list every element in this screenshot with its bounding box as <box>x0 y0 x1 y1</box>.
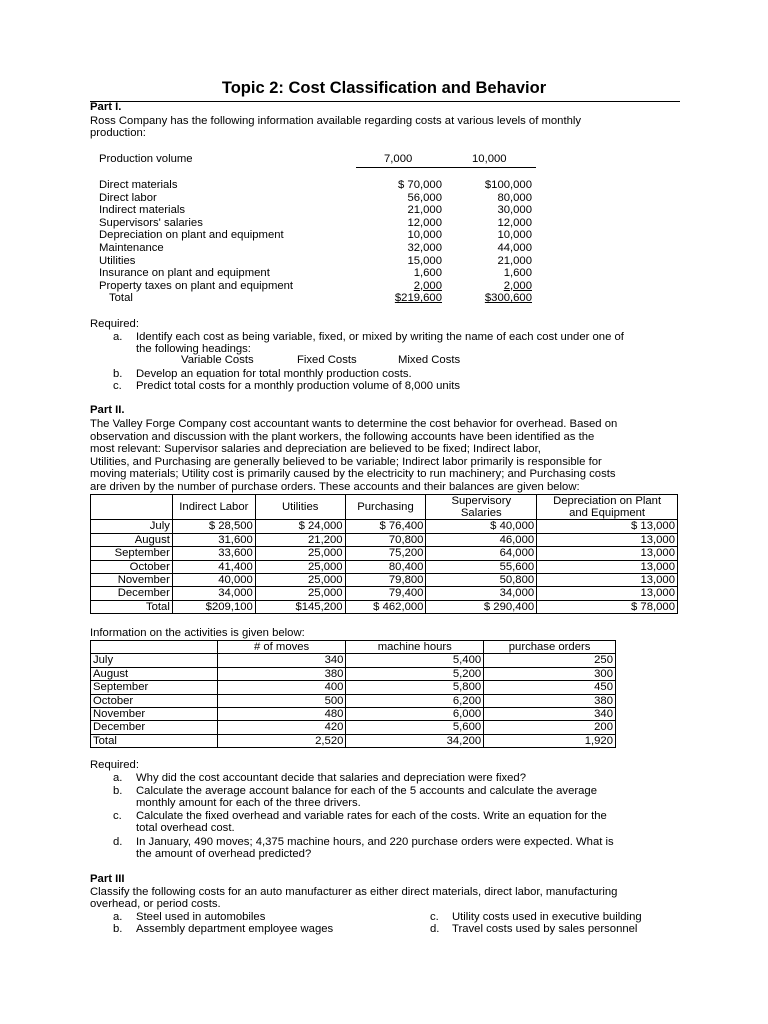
cell-indirect-labor: 31,600 <box>172 533 255 546</box>
heading-fixed-costs: Fixed Costs <box>297 354 357 366</box>
activity-month: August <box>91 667 218 680</box>
activities-intro: Information on the activities is given below: <box>90 627 305 639</box>
cost-total-label: Total <box>109 292 133 305</box>
overhead-header-month <box>91 495 173 520</box>
cell-salaries: 55,600 <box>426 560 537 573</box>
overhead-month: July <box>91 520 173 533</box>
question-marker: c. <box>113 810 122 822</box>
cost-row <box>99 179 539 192</box>
req-b-text: Develop an equation for total monthly production costs. <box>136 368 412 380</box>
cell-utilities: $145,200 <box>255 600 345 613</box>
header-machine-hours: machine hours <box>346 641 484 654</box>
overhead-row <box>91 547 678 560</box>
cell-utilities: $ 24,000 <box>255 520 345 533</box>
question-text-cont: monthly amount for each of the three drivers. <box>136 797 361 809</box>
cell-purchase-orders: 380 <box>484 694 616 707</box>
cell-purchasing: 70,800 <box>345 533 426 546</box>
cost-row <box>99 204 539 217</box>
part3-marker: b. <box>113 923 123 935</box>
activities-header-month <box>91 641 218 654</box>
cell-depreciation: 13,000 <box>537 533 678 546</box>
cell-purchasing: 79,400 <box>345 587 426 600</box>
cost-value-7000: 1,600 <box>413 267 442 280</box>
req-a-marker: a. <box>113 331 123 343</box>
cell-purchase-orders: 340 <box>484 708 616 721</box>
cost-row <box>99 280 539 293</box>
part2-intro-line: observation and discussion with the plant workers, the following accounts have been identified as the <box>90 430 595 443</box>
overhead-header-row <box>91 495 678 520</box>
header-purchase-orders: purchase orders <box>484 641 616 654</box>
cost-row <box>99 255 539 268</box>
cost-label: Depreciation on plant and equipment <box>99 229 284 242</box>
heading-mixed-costs: Mixed Costs <box>398 354 461 366</box>
question-text: In January, 490 moves; 4,375 machine hours, and 220 purchase orders were expected. What is <box>136 836 614 848</box>
cost-total-10000: $300,600 <box>484 292 532 305</box>
cell-purchasing: 75,200 <box>345 547 426 560</box>
overhead-row <box>91 560 678 573</box>
cell-salaries: 34,000 <box>426 587 537 600</box>
cell-depreciation: 13,000 <box>537 560 678 573</box>
cell-purchase-orders: 250 <box>484 654 616 667</box>
cell-depreciation: 13,000 <box>537 574 678 587</box>
part2-intro-line: most relevant: Supervisor salaries and depreciation are believed to be fixed; Indirect labor, <box>90 443 541 456</box>
question-text-cont: total overhead cost. <box>136 822 235 834</box>
activity-row <box>91 667 616 680</box>
activity-row <box>91 694 616 707</box>
cell-machine-hours: 5,600 <box>346 721 484 734</box>
cell-moves: 380 <box>217 667 346 680</box>
cell-purchasing: $ 76,400 <box>345 520 426 533</box>
cell-salaries: 50,800 <box>426 574 537 587</box>
activities-header-row <box>91 641 616 654</box>
part3-marker: c. <box>430 911 439 923</box>
activity-month: November <box>91 708 218 721</box>
activity-month: December <box>91 721 218 734</box>
cost-label: Maintenance <box>99 242 164 254</box>
part2-intro-line: are driven by the number of purchase orders. These accounts and their balances are given below: <box>90 481 580 493</box>
cell-machine-hours: 5,200 <box>346 667 484 680</box>
page-title: Topic 2: Cost Classification and Behavior <box>221 79 547 97</box>
overhead-month: Total <box>91 600 173 613</box>
part3-item: Travel costs used by sales personnel <box>452 923 638 935</box>
title-divider <box>90 101 680 102</box>
cost-row <box>99 217 539 230</box>
overhead-month: October <box>91 560 173 573</box>
cost-value-7000: $ 70,000 <box>398 179 442 191</box>
req-b-marker: b. <box>113 368 123 380</box>
header-depr-l2: and Equipment <box>569 507 646 520</box>
cell-purchase-orders: 300 <box>484 667 616 680</box>
cost-value-7000: 2,000 <box>413 279 442 292</box>
cell-indirect-labor: $ 28,500 <box>172 520 255 533</box>
header-salaries-l1: Supervisory <box>451 495 512 507</box>
cost-row <box>99 267 539 280</box>
cost-row <box>99 229 539 242</box>
cost-value-10000: 12,000 <box>497 216 532 229</box>
cell-machine-hours: 34,200 <box>346 734 484 747</box>
cost-value-7000: 10,000 <box>407 229 442 242</box>
activities-table <box>90 640 616 748</box>
cost-value-10000: 21,000 <box>497 254 532 267</box>
part2-required-label: Required: <box>90 759 139 771</box>
part1-intro-line1: Ross Company has the following information available regarding costs at various levels of monthly <box>90 115 582 127</box>
cost-value-10000: 2,000 <box>503 279 532 292</box>
cell-indirect-labor: $209,100 <box>172 600 255 613</box>
activity-row <box>91 721 616 734</box>
header-moves: # of moves <box>217 641 346 654</box>
part3-item: Assembly department employee wages <box>136 923 334 935</box>
question-marker: b. <box>113 785 123 797</box>
cell-moves: 400 <box>217 681 346 694</box>
cost-value-7000: 32,000 <box>407 242 442 254</box>
cost-total-row <box>99 292 539 305</box>
part3-heading: Part III <box>90 873 125 885</box>
part3-item: Utility costs used in executive building <box>452 911 642 923</box>
cell-salaries: 46,000 <box>426 533 537 546</box>
part3-marker: d. <box>430 923 440 935</box>
cell-salaries: 64,000 <box>426 547 537 560</box>
volume-10000: 10,000 <box>472 153 507 165</box>
part1-required-label: Required: <box>90 318 139 330</box>
activity-month: Total <box>91 734 218 747</box>
cell-depreciation: 13,000 <box>537 547 678 560</box>
cell-utilities: 25,000 <box>255 587 345 600</box>
overhead-table <box>90 494 678 614</box>
overhead-row <box>91 574 678 587</box>
cost-value-7000: 21,000 <box>407 204 442 217</box>
overhead-row <box>91 587 678 600</box>
cell-salaries: $ 40,000 <box>426 520 537 533</box>
overhead-month: November <box>91 574 173 587</box>
question-marker: a. <box>113 772 123 784</box>
cell-purchasing: 80,400 <box>345 560 426 573</box>
activity-row <box>91 654 616 667</box>
cell-purchasing: $ 462,000 <box>345 600 426 613</box>
cost-value-7000: 15,000 <box>407 254 442 267</box>
overhead-month: September <box>91 547 173 560</box>
part1-heading: Part I. <box>90 101 122 113</box>
req-a-line1: Identify each cost as being variable, fixed, or mixed by writing the name of each cost under one of <box>136 331 624 343</box>
question-text: Calculate the average account balance for each of the 5 accounts and calculate the average <box>136 785 597 797</box>
cost-row <box>99 192 539 205</box>
question-marker: d. <box>113 836 123 848</box>
part3-item: Steel used in automobiles <box>136 911 266 923</box>
overhead-row <box>91 533 678 546</box>
question-text-cont: the amount of overhead predicted? <box>136 848 312 860</box>
cell-purchase-orders: 450 <box>484 681 616 694</box>
cell-moves: 2,520 <box>217 734 346 747</box>
cost-value-10000: $100,000 <box>484 179 532 191</box>
header-supervisory-salaries <box>426 495 537 520</box>
volume-underline <box>356 167 536 168</box>
activity-month: July <box>91 654 218 667</box>
cell-depreciation: $ 78,000 <box>537 600 678 613</box>
volume-label: Production volume <box>99 153 193 165</box>
volume-7000: 7,000 <box>384 153 413 165</box>
header-depreciation <box>537 495 678 520</box>
cost-value-7000: 56,000 <box>407 191 442 204</box>
overhead-total-row <box>91 600 678 613</box>
req-c-marker: c. <box>113 380 122 392</box>
cell-utilities: 21,200 <box>255 533 345 546</box>
overhead-month: December <box>91 587 173 600</box>
cell-purchasing: 79,800 <box>345 574 426 587</box>
cost-value-10000: 10,000 <box>497 229 532 242</box>
cost-value-7000: 12,000 <box>407 216 442 229</box>
cell-salaries: $ 290,400 <box>426 600 537 613</box>
cell-moves: 500 <box>217 694 346 707</box>
cost-label: Direct labor <box>99 191 157 204</box>
question-text: Calculate the fixed overhead and variable rates for each of the costs. Write an equation for the <box>136 810 607 822</box>
cost-value-10000: 80,000 <box>497 191 532 204</box>
header-purchasing: Purchasing <box>345 495 426 520</box>
req-c-text: Predict total costs for a monthly production volume of 8,000 units <box>136 380 461 392</box>
cell-depreciation: $ 13,000 <box>537 520 678 533</box>
cost-label: Indirect materials <box>99 204 186 217</box>
cell-utilities: 25,000 <box>255 574 345 587</box>
cost-label: Direct materials <box>99 179 178 191</box>
cell-indirect-labor: 33,600 <box>172 547 255 560</box>
cell-purchase-orders: 1,920 <box>484 734 616 747</box>
part2-intro-line: Utilities, and Purchasing are generally believed to be variable; Indirect labor primarily is responsible for <box>90 455 602 468</box>
cell-depreciation: 13,000 <box>537 587 678 600</box>
question-text: Why did the cost accountant decide that salaries and depreciation were fixed? <box>136 772 526 784</box>
cell-indirect-labor: 40,000 <box>172 574 255 587</box>
cost-value-10000: 30,000 <box>497 204 532 217</box>
part1-intro-line2: production: <box>90 127 146 139</box>
cell-purchase-orders: 200 <box>484 721 616 734</box>
cell-utilities: 25,000 <box>255 547 345 560</box>
cell-machine-hours: 6,200 <box>346 694 484 707</box>
cell-utilities: 25,000 <box>255 560 345 573</box>
cell-machine-hours: 5,800 <box>346 681 484 694</box>
cell-machine-hours: 5,400 <box>346 654 484 667</box>
part2-heading: Part II. <box>90 404 125 416</box>
cost-total-7000: $219,600 <box>394 292 442 305</box>
heading-variable-costs: Variable Costs <box>181 354 254 366</box>
activity-row <box>91 708 616 721</box>
cell-indirect-labor: 41,400 <box>172 560 255 573</box>
overhead-month: August <box>91 533 173 546</box>
part2-intro-line: moving materials; Utility cost is primarily caused by the electricity to run machinery; and Purchasing costs <box>90 468 616 481</box>
overhead-row <box>91 520 678 533</box>
activity-total-row <box>91 734 616 747</box>
part2-intro-line: The Valley Forge Company cost accountant wants to determine the cost behavior for overhead. Based on <box>90 418 618 430</box>
cell-machine-hours: 6,000 <box>346 708 484 721</box>
cell-moves: 420 <box>217 721 346 734</box>
cost-row <box>99 242 539 255</box>
activity-month: September <box>91 681 218 694</box>
cost-value-10000: 44,000 <box>497 242 532 254</box>
cost-label: Supervisors' salaries <box>99 216 203 229</box>
part3-marker: a. <box>113 911 123 923</box>
cell-moves: 480 <box>217 708 346 721</box>
cost-label: Property taxes on plant and equipment <box>99 279 294 292</box>
part3-intro-line1: Classify the following costs for an auto manufacturer as either direct materials, direct labor, manufacturing <box>90 886 618 898</box>
cell-moves: 340 <box>217 654 346 667</box>
cost-label: Utilities <box>99 254 136 267</box>
activity-month: October <box>91 694 218 707</box>
header-depr-l1: Depreciation on Plant <box>553 495 662 507</box>
part3-intro-line2: overhead, or period costs. <box>90 898 221 910</box>
header-utilities: Utilities <box>255 495 345 520</box>
cost-label: Insurance on plant and equipment <box>99 267 270 280</box>
req-a-line2: the following headings: <box>136 343 251 355</box>
cell-indirect-labor: 34,000 <box>172 587 255 600</box>
cost-value-10000: 1,600 <box>503 267 532 280</box>
header-salaries-l2: Salaries <box>460 507 502 520</box>
activity-row <box>91 681 616 694</box>
header-indirect-labor: Indirect Labor <box>172 495 255 520</box>
